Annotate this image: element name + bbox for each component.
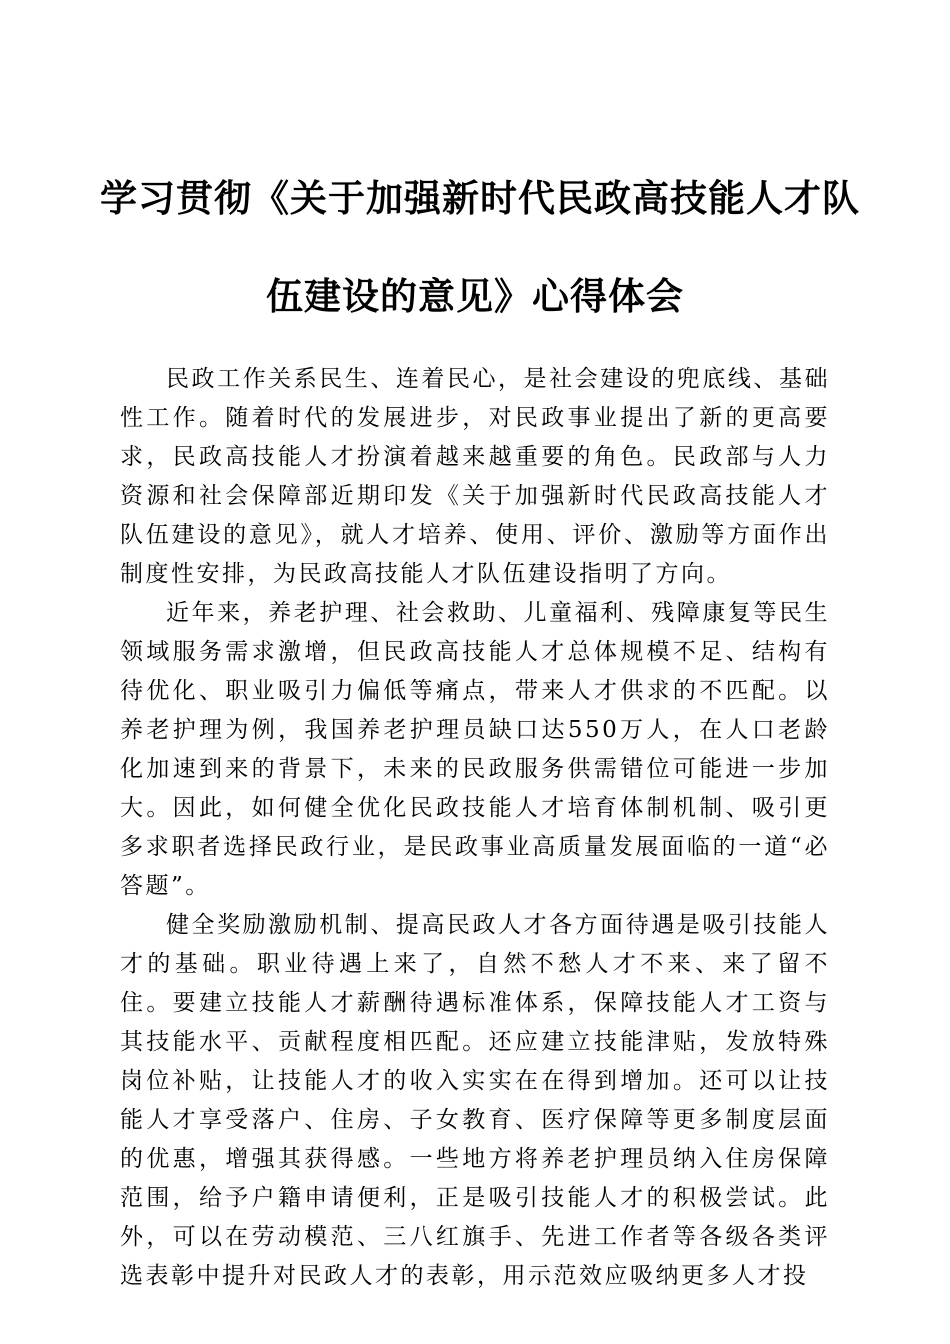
document-title-line-2: 伍建设的意见》心得体会: [266, 274, 684, 318]
document-title-line-1: 学习贯彻《关于加强新时代民政高技能人才队: [100, 176, 860, 220]
body-paragraph-3: 健全奖励激励机制、提高民政人才各方面待遇是吸引技能人才的基础。职业待遇上来了，自然不愁人才不来、来了留不住。要建立技能人才薪酬待遇标准体系，保障技能人才工资与其技能水平、贡献程度相匹配。还应建立技能津贴，发放特殊岗位补贴，让技能人才的收入实实在在得到增加。还可以让技能人才享受落户、住房、子女教育、医疗保障等更多制度层面的优惠，增强其获得感。一些地方将养老护理员纳入住房保障范围，给予户籍申请便利，正是吸引技能人才的积极尝试。此外，可以在劳动模范、三八红旗手、先进工作者等各级各类评选表彰中提升对民政人才的表彰，用示范效应吸纳更多人才投: [120, 912, 830, 1289]
body-paragraph-1: 民政工作关系民生、连着民心，是社会建设的兜底线、基础性工作。随着时代的发展进步，对民政事业提出了新的更高要求，民政高技能人才扮演着越来越重要的角色。民政部与人力资源和社会保障部近期印发《关于加强新时代民政高技能人才队伍建设的意见》，就人才培养、使用、评价、激励等方面作出制度性安排，为民政高技能人才队伍建设指明了方向。: [120, 366, 830, 587]
body-paragraph-2: 近年来，养老护理、社会救助、儿童福利、残障康复等民生领域服务需求激增，但民政高技能人才总体规模不足、结构有待优化、职业吸引力偏低等痛点，带来人才供求的不匹配。以养老护理为例，我国养老护理员缺口达550万人，在人口老龄化加速到来的背景下，未来的民政服务供需错位可能进一步加大。因此，如何健全优化民政技能人才培育体制机制、吸引更多求职者选择民政行业，是民政事业高质量发展面临的一道“必答题”。: [120, 600, 830, 899]
document-body: [120, 360, 830, 1296]
